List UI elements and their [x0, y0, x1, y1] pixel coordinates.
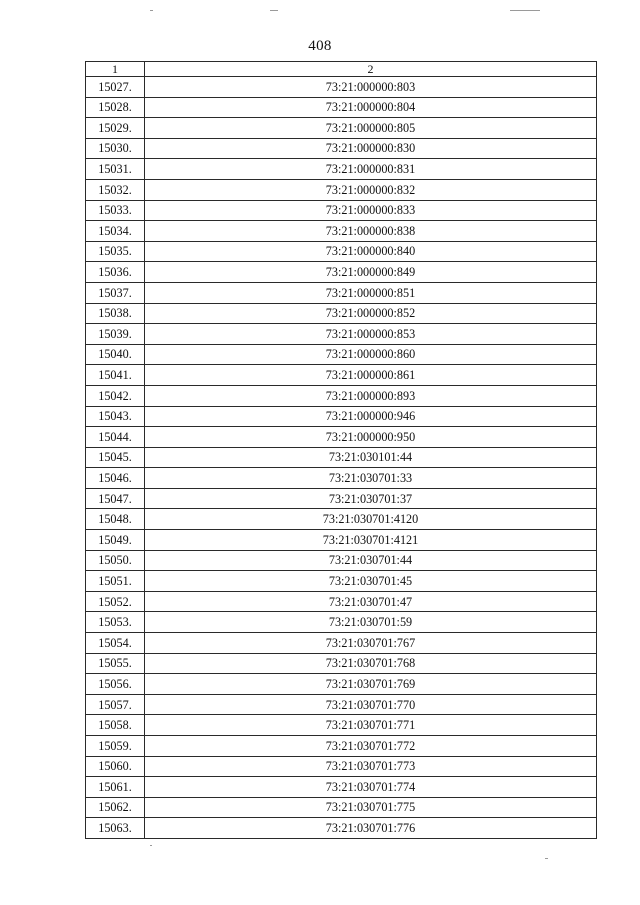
cadastral-code-cell: 73:21:000000:833 — [145, 200, 597, 221]
row-number-cell: 15035. — [86, 241, 145, 262]
table-row — [86, 694, 597, 715]
row-number-cell: 15029. — [86, 118, 145, 139]
cadastral-code-cell: 73:21:030701:37 — [145, 488, 597, 509]
row-number-cell: 15056. — [86, 674, 145, 695]
row-number-cell: 15031. — [86, 159, 145, 180]
table-row — [86, 530, 597, 551]
row-number-cell: 15051. — [86, 571, 145, 592]
table-row — [86, 365, 597, 386]
row-number-cell: 15038. — [86, 303, 145, 324]
cadastral-code-cell: 73:21:030701:770 — [145, 694, 597, 715]
scan-artifact — [270, 10, 278, 11]
cadastral-code-cell: 73:21:030701:771 — [145, 715, 597, 736]
scan-artifact — [510, 10, 540, 11]
table-row — [86, 612, 597, 633]
table-row — [86, 571, 597, 592]
cadastral-code-cell: 73:21:030701:773 — [145, 756, 597, 777]
column-header-code: 2 — [145, 62, 597, 77]
row-number-cell: 15052. — [86, 591, 145, 612]
table-row — [86, 282, 597, 303]
row-number-cell: 15060. — [86, 756, 145, 777]
cadastral-code-cell: 73:21:030701:45 — [145, 571, 597, 592]
table-row — [86, 777, 597, 798]
row-number-cell: 15032. — [86, 179, 145, 200]
row-number-cell: 15050. — [86, 550, 145, 571]
row-number-cell: 15047. — [86, 488, 145, 509]
row-number-cell: 15048. — [86, 509, 145, 530]
table-row — [86, 550, 597, 571]
cadastral-code-cell: 73:21:000000:893 — [145, 385, 597, 406]
cadastral-code-cell: 73:21:030701:4121 — [145, 530, 597, 551]
table-row — [86, 118, 597, 139]
row-number-cell: 15062. — [86, 797, 145, 818]
cadastral-code-cell: 73:21:030701:767 — [145, 633, 597, 654]
table-row — [86, 97, 597, 118]
cadastral-code-cell: 73:21:030701:33 — [145, 468, 597, 489]
cadastral-code-cell: 73:21:000000:860 — [145, 344, 597, 365]
table-row — [86, 179, 597, 200]
row-number-cell: 15042. — [86, 385, 145, 406]
row-number-cell: 15061. — [86, 777, 145, 798]
table-header-row — [86, 62, 597, 77]
table-row — [86, 200, 597, 221]
cadastral-code-cell: 73:21:000000:851 — [145, 282, 597, 303]
row-number-cell: 15049. — [86, 530, 145, 551]
table-row — [86, 262, 597, 283]
cadastral-code-cell: 73:21:000000:946 — [145, 406, 597, 427]
cadastral-code-cell: 73:21:000000:831 — [145, 159, 597, 180]
row-number-cell: 15055. — [86, 653, 145, 674]
table-row — [86, 138, 597, 159]
row-number-cell: 15033. — [86, 200, 145, 221]
table-row — [86, 756, 597, 777]
row-number-cell: 15028. — [86, 97, 145, 118]
row-number-cell: 15063. — [86, 818, 145, 839]
cadastral-code-cell: 73:21:030701:769 — [145, 674, 597, 695]
cadastral-code-cell: 73:21:000000:804 — [145, 97, 597, 118]
row-number-cell: 15044. — [86, 427, 145, 448]
table-row — [86, 406, 597, 427]
table-row — [86, 736, 597, 757]
table-row — [86, 488, 597, 509]
row-number-cell: 15030. — [86, 138, 145, 159]
cadastral-code-cell: 73:21:030701:44 — [145, 550, 597, 571]
table-row — [86, 715, 597, 736]
scan-artifact — [545, 858, 548, 859]
row-number-cell: 15045. — [86, 447, 145, 468]
table-row — [86, 77, 597, 98]
cadastral-code-cell: 73:21:000000:861 — [145, 365, 597, 386]
cadastral-code-cell: 73:21:000000:805 — [145, 118, 597, 139]
cadastral-code-cell: 73:21:000000:849 — [145, 262, 597, 283]
table-row — [86, 324, 597, 345]
table-header — [86, 62, 597, 77]
cadastral-code-cell: 73:21:000000:803 — [145, 77, 597, 98]
table-row — [86, 633, 597, 654]
cadastral-code-cell: 73:21:030701:776 — [145, 818, 597, 839]
cadastral-code-cell: 73:21:000000:832 — [145, 179, 597, 200]
table-row — [86, 303, 597, 324]
table-row — [86, 818, 597, 839]
table-row — [86, 427, 597, 448]
table-row — [86, 653, 597, 674]
table-row — [86, 468, 597, 489]
row-number-cell: 15043. — [86, 406, 145, 427]
row-number-cell: 15058. — [86, 715, 145, 736]
cadastral-code-cell: 73:21:030701:775 — [145, 797, 597, 818]
row-number-cell: 15036. — [86, 262, 145, 283]
row-number-cell: 15059. — [86, 736, 145, 757]
cadastral-code-cell: 73:21:000000:852 — [145, 303, 597, 324]
table-body — [86, 77, 597, 839]
table-row — [86, 797, 597, 818]
cadastral-code-cell: 73:21:030701:768 — [145, 653, 597, 674]
cadastral-code-cell: 73:21:030101:44 — [145, 447, 597, 468]
table-row — [86, 674, 597, 695]
table-row — [86, 385, 597, 406]
row-number-cell: 15037. — [86, 282, 145, 303]
row-number-cell: 15046. — [86, 468, 145, 489]
table-row — [86, 591, 597, 612]
cadastral-code-cell: 73:21:030701:59 — [145, 612, 597, 633]
cadastral-code-cell: 73:21:000000:830 — [145, 138, 597, 159]
cadastral-code-cell: 73:21:030701:772 — [145, 736, 597, 757]
cadastral-code-cell: 73:21:030701:47 — [145, 591, 597, 612]
cadastral-code-cell: 73:21:030701:4120 — [145, 509, 597, 530]
table-row — [86, 159, 597, 180]
row-number-cell: 15040. — [86, 344, 145, 365]
row-number-cell: 15034. — [86, 221, 145, 242]
row-number-cell: 15039. — [86, 324, 145, 345]
cadastral-code-cell: 73:21:000000:853 — [145, 324, 597, 345]
cadastral-table — [85, 61, 597, 839]
cadastral-code-cell: 73:21:000000:838 — [145, 221, 597, 242]
table-row — [86, 447, 597, 468]
table-row — [86, 344, 597, 365]
column-header-number: 1 — [86, 62, 145, 77]
cadastral-code-cell: 73:21:000000:950 — [145, 427, 597, 448]
row-number-cell: 15053. — [86, 612, 145, 633]
cadastral-code-cell: 73:21:030701:774 — [145, 777, 597, 798]
row-number-cell: 15027. — [86, 77, 145, 98]
row-number-cell: 15054. — [86, 633, 145, 654]
row-number-cell: 15041. — [86, 365, 145, 386]
table-row — [86, 241, 597, 262]
table-row — [86, 221, 597, 242]
page-number: 408 — [308, 38, 332, 54]
scan-artifact — [150, 10, 153, 11]
cadastral-code-cell: 73:21:000000:840 — [145, 241, 597, 262]
row-number-cell: 15057. — [86, 694, 145, 715]
scan-artifact — [150, 845, 152, 846]
table-row — [86, 509, 597, 530]
